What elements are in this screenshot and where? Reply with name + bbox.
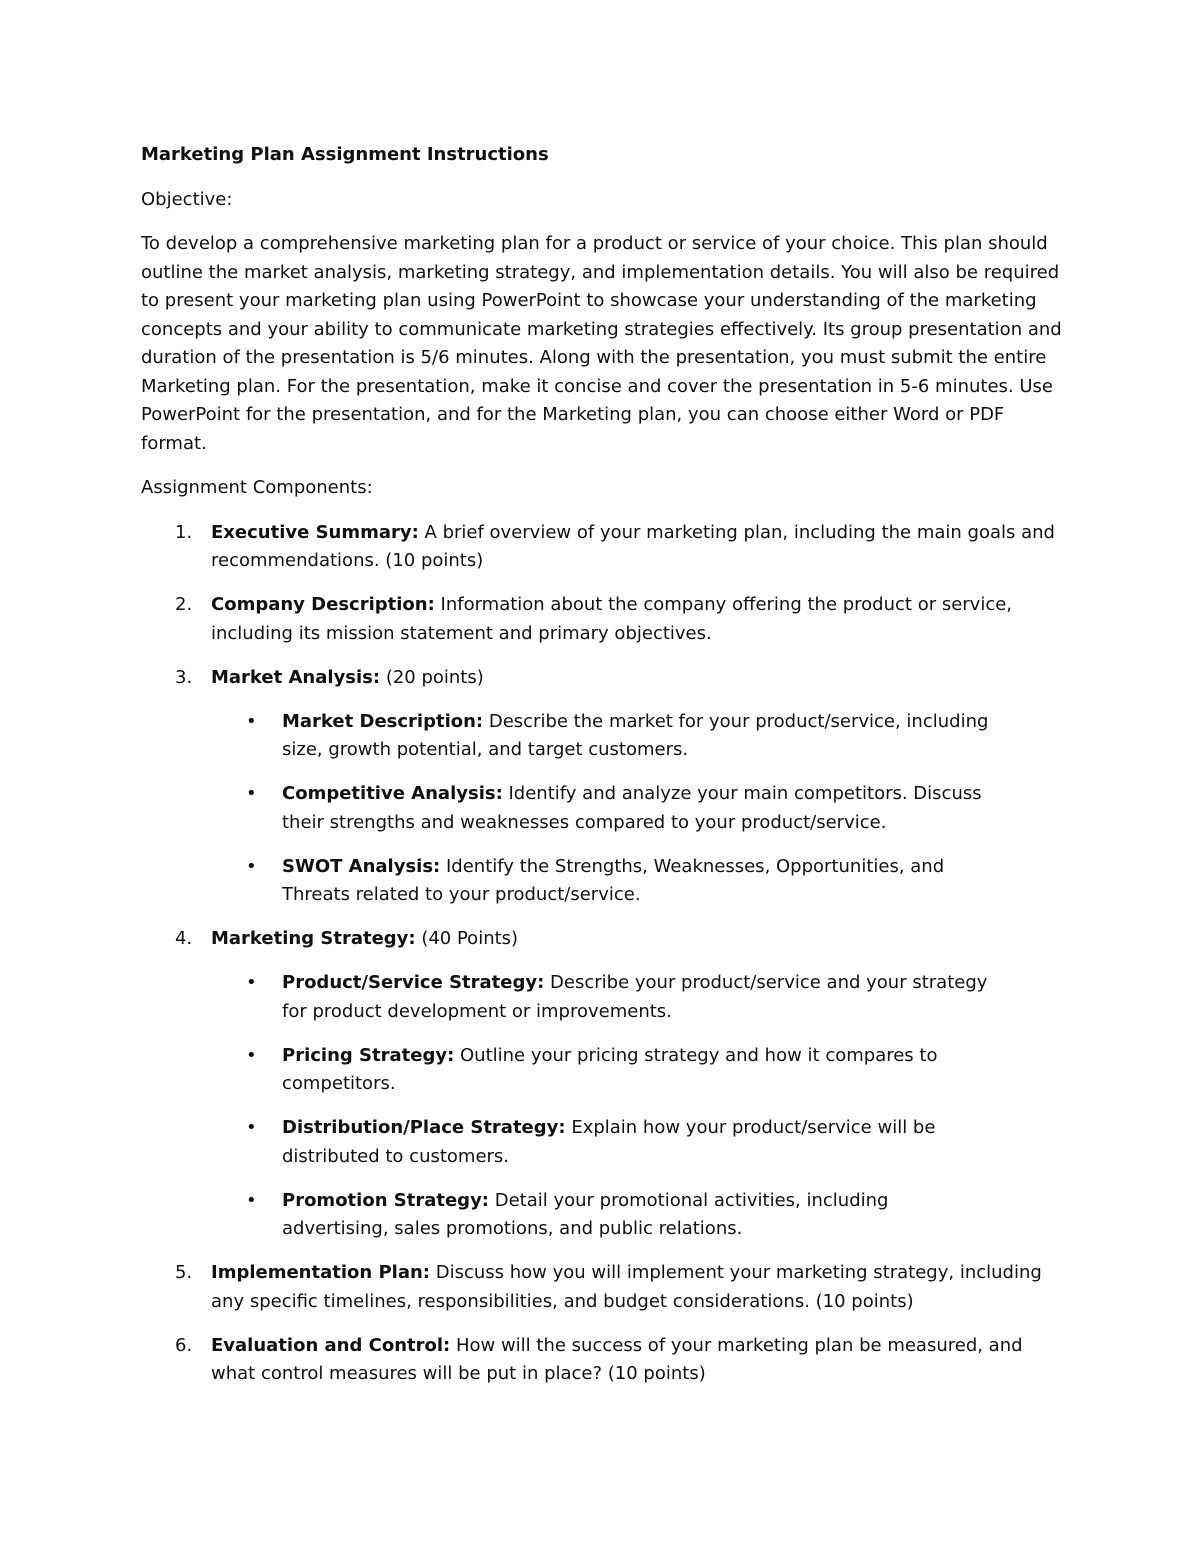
subitem-product-service-strategy (141, 969, 996, 1026)
list-number: 2. (175, 594, 193, 615)
objective-paragraph: To develop a comprehensive marketing plan for a product or service of your choice. This plan should outline the market analysis, marketing strategy, and implementation details. You will also be required to present your marketing plan using PowerPoint to showcase your understanding of the marketing concepts and your ability to communicate marketing strategies effectively. Its group presentation and duration of the presentation is 5/6 minutes. Along with the presentation, you must submit the entire Marketing plan. For the presentation, make it concise and cover the presentation in 5-6 minutes. Use PowerPoint for the presentation, and for the Marketing plan, you can choose either Word or PDF format. (141, 233, 1062, 454)
subitem-swot-analysis (141, 853, 996, 910)
list-number: 3. (175, 666, 193, 688)
component-text: How will the success of your marketing plan be measured, and what control measures will be put in place? (10 points) (211, 1334, 1023, 1384)
list-number: 1. (175, 521, 193, 543)
component-text: A brief overview of your marketing plan, including the main goals and recommendations. (10 points) (211, 521, 1055, 571)
bullet-icon: • (246, 1189, 257, 1211)
subitem-pricing-strategy (141, 1042, 996, 1099)
subitem-term: Distribution/Place Strategy: (282, 1117, 566, 1138)
list-number: 5. (175, 1262, 193, 1283)
component-text: (20 points) (380, 666, 484, 688)
subitem-term: Market Description: (282, 710, 484, 732)
bullet-icon: • (246, 710, 257, 732)
bullet-icon: • (246, 1117, 257, 1138)
component-item-market-analysis (141, 664, 1066, 910)
component-term: Market Analysis: (211, 666, 381, 688)
bullet-icon: • (246, 972, 257, 993)
component-term: Implementation Plan: (211, 1262, 430, 1283)
list-number: 4. (175, 928, 193, 949)
subitem-distribution-place-strategy (141, 1114, 996, 1171)
list-number: 6. (175, 1334, 193, 1356)
components-label: Assignment Components: (141, 477, 373, 498)
component-text: Information about the company offering the product or service, including its mission statement and primary objectives. (211, 594, 1013, 644)
component-term: Marketing Strategy: (211, 928, 416, 949)
component-item-marketing-strategy (141, 925, 1066, 1244)
component-item-company-description (141, 591, 1066, 648)
market-analysis-subitems (211, 708, 1066, 910)
subitem-text: Describe the market for your product/service, including size, growth potential, and target customers. (282, 710, 989, 760)
subitem-text: Detail your promotional activities, including advertising, sales promotions, and public relations. (282, 1189, 889, 1239)
subitem-term: Competitive Analysis: (282, 783, 503, 804)
subitem-term: SWOT Analysis: (282, 855, 441, 877)
subitem-competitive-analysis (141, 780, 996, 837)
bullet-icon: • (246, 1044, 257, 1066)
objective-label: Objective: (141, 188, 233, 210)
subitem-term: Product/Service Strategy: (282, 972, 545, 993)
subitem-market-description (141, 708, 996, 765)
component-term: Company Description: (211, 594, 435, 615)
subitem-term: Pricing Strategy: (282, 1044, 455, 1066)
components-list (141, 519, 1066, 1389)
subitem-text: Explain how your product/service will be distributed to customers. (282, 1117, 936, 1167)
bullet-icon: • (246, 855, 257, 877)
component-item-evaluation-and-control (141, 1332, 1066, 1389)
component-text: Discuss how you will implement your marketing strategy, including any specific timelines, responsibilities, and budget considerations. (10 points) (211, 1262, 1042, 1312)
subitem-text: Identify and analyze your main competitors. Discuss their strengths and weaknesses compared to your product/service. (282, 783, 982, 833)
component-item-implementation-plan (141, 1259, 1066, 1316)
document-title: Marketing Plan Assignment Instructions (141, 144, 549, 165)
marketing-strategy-subitems (211, 969, 1066, 1244)
subitem-text: Identify the Strengths, Weaknesses, Opportunities, and Threats related to your product/service. (282, 855, 945, 905)
subitem-promotion-strategy (141, 1187, 996, 1244)
component-term: Executive Summary: (211, 521, 419, 543)
subitem-term: Promotion Strategy: (282, 1189, 489, 1211)
bullet-icon: • (246, 783, 257, 804)
document-page (141, 141, 1066, 1404)
component-term: Evaluation and Control: (211, 1334, 451, 1356)
component-text: (40 Points) (415, 928, 519, 949)
subitem-text: Describe your product/service and your strategy for product development or improvements. (282, 972, 988, 1022)
subitem-text: Outline your pricing strategy and how it compares to competitors. (282, 1044, 938, 1094)
component-item-executive-summary (141, 519, 1066, 576)
